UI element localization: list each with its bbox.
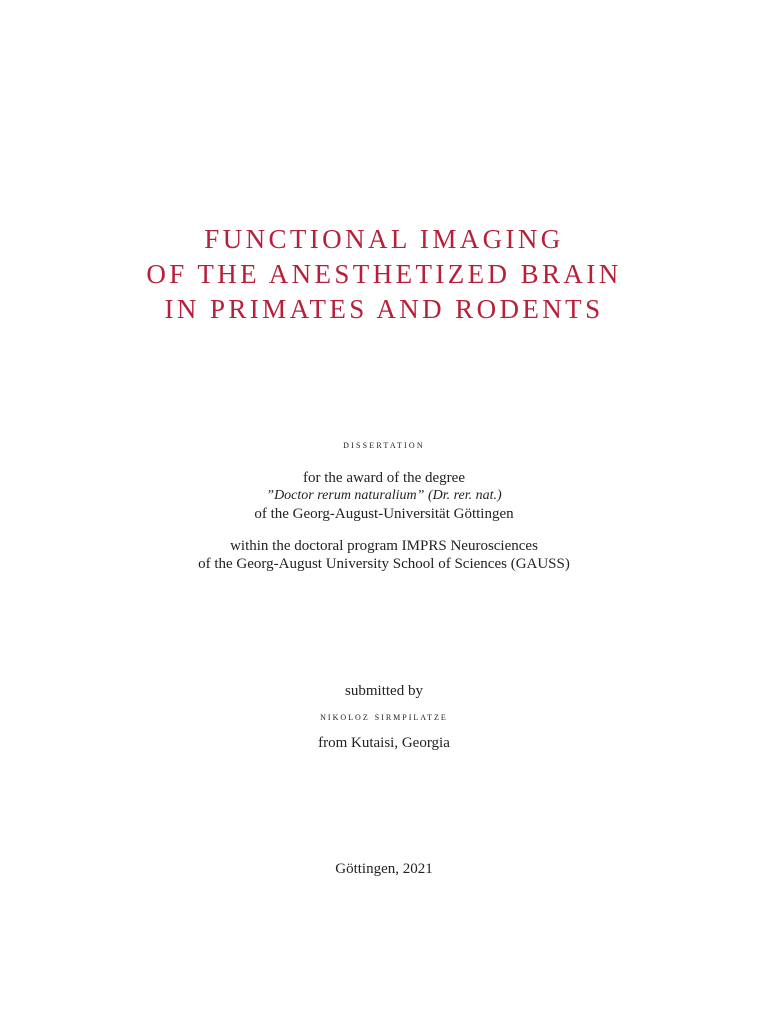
title-line-2: OF THE ANESTHETIZED BRAIN <box>146 259 622 289</box>
submitted-by-label: submitted by <box>345 683 423 699</box>
program-line-2: of the Georg-August University School of Sciences (GAUSS) <box>198 556 570 572</box>
degree-line-2: ”Doctor rerum naturalium” (Dr. rer. nat.) <box>266 488 502 503</box>
degree-line-3: of the Georg-August-Universität Göttingen <box>254 506 514 522</box>
thesis-title <box>0 222 768 327</box>
degree-block <box>0 469 768 523</box>
place-and-date: Göttingen, 2021 <box>335 861 433 877</box>
program-block <box>0 537 768 573</box>
document-type: dissertation <box>343 437 425 451</box>
program-line-1: within the doctoral program IMPRS Neurosciences <box>230 538 538 554</box>
title-line-1: FUNCTIONAL IMAGING <box>204 224 564 254</box>
author-origin: from Kutaisi, Georgia <box>318 735 450 751</box>
title-line-3: IN PRIMATES AND RODENTS <box>164 294 604 324</box>
author-name: nikoloz sirmpilatze <box>320 709 448 723</box>
degree-line-1: for the award of the degree <box>303 470 465 486</box>
